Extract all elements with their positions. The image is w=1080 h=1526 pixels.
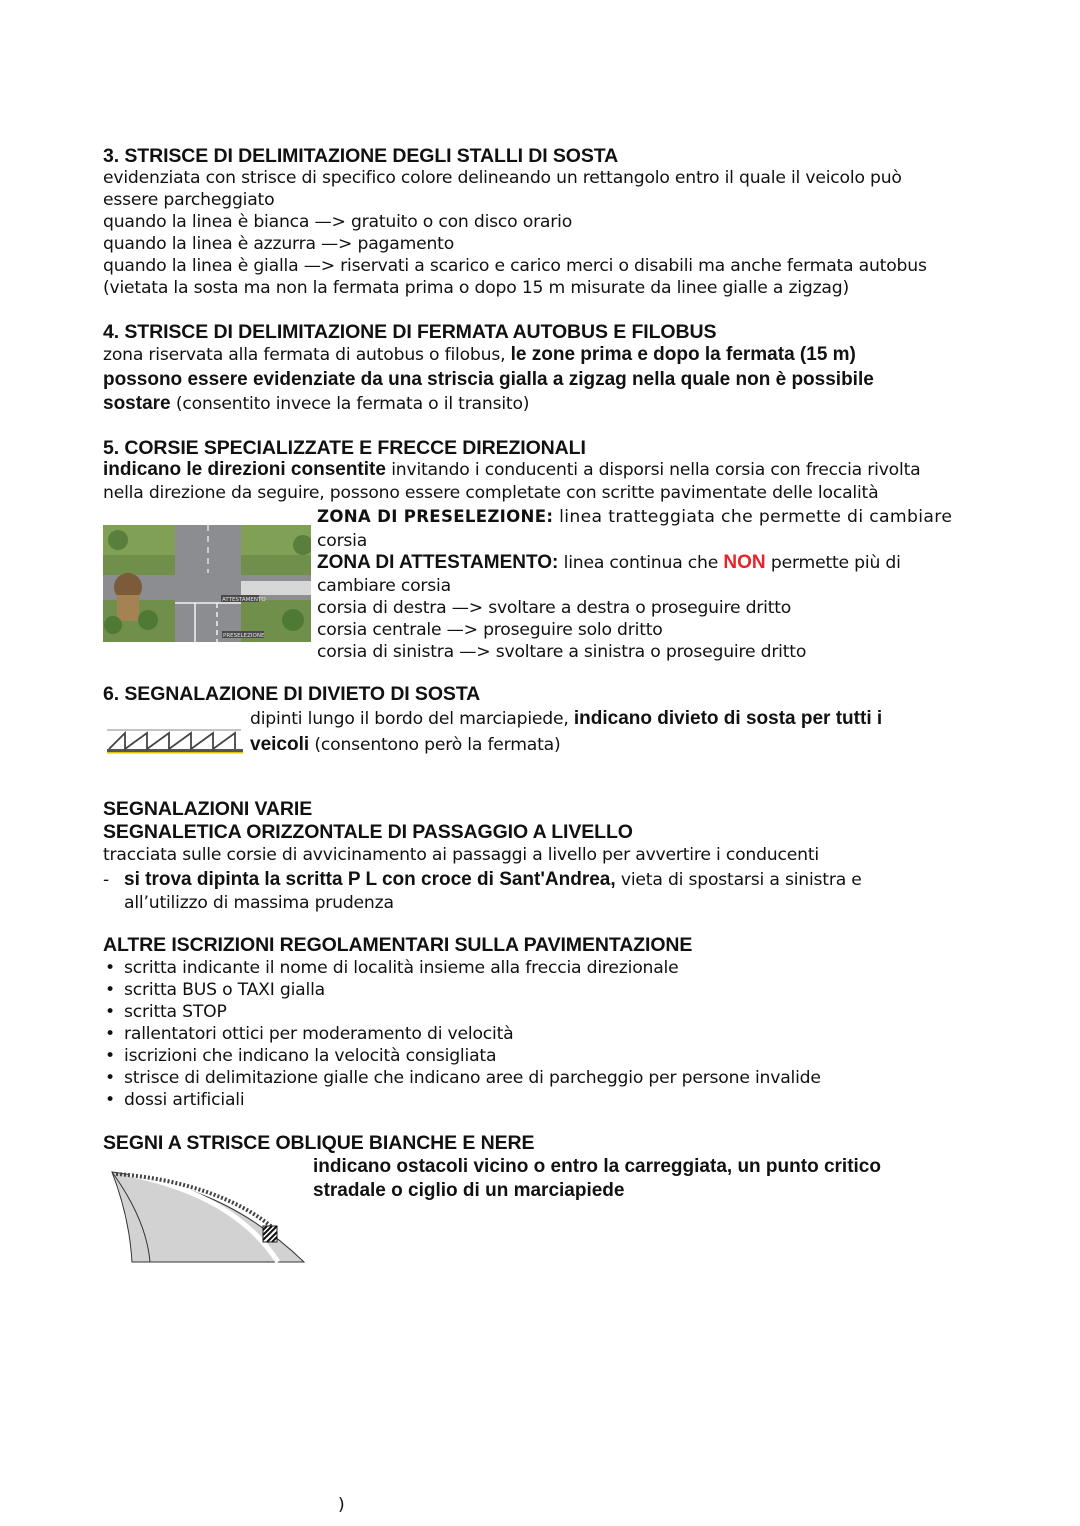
zona-attestamento-text: cambiare corsia — [317, 576, 451, 596]
lane-zones-image — [103, 525, 311, 642]
section-3-line: quando la linea è bianca —> gratuito o con disco orario — [103, 212, 573, 232]
passaggio-livello-bold: si trova dipinta la scritta P L con croce di Sant'Andrea, — [124, 869, 616, 890]
lane-zones-text — [317, 506, 987, 663]
section-6-bold: veicoli — [250, 734, 310, 755]
section-3-title: 3. STRISCE DI DELIMITAZIONE DEGLI STALLI DI SOSTA — [103, 145, 619, 167]
curve-road-icon — [108, 1168, 308, 1266]
list-item: • scritta STOP — [105, 1002, 227, 1022]
section-5 — [103, 437, 983, 504]
corsia-sinistra: corsia di sinistra —> svoltare a sinistra o proseguire dritto — [317, 642, 807, 662]
altre-iscrizioni-list — [103, 957, 821, 1111]
section-3-line: (vietata la sosta ma non la fermata prima o dopo 15 m misurate da linee gialle a zigzag) — [103, 278, 849, 298]
section-5-bold: indicano le direzioni consentite — [103, 459, 386, 480]
passaggio-livello-text: tracciata sulle corsie di avvicinamento ai passaggi a livello per avvertire i conducenti — [103, 845, 819, 865]
zona-preselezione-label: ZONA DI PRESELEZIONE: — [317, 507, 554, 526]
segnalazioni-varie — [103, 798, 983, 866]
section-3-line: quando la linea è azzurra —> pagamento — [103, 234, 455, 254]
section-4 — [103, 321, 983, 417]
section-4-bold: sostare — [103, 393, 171, 414]
section-3-line: essere parcheggiato — [103, 190, 275, 210]
section-5-line: nella direzione da seguire, possono essere completate con scritte pavimentate delle località — [103, 483, 879, 503]
passaggio-livello-title: SEGNALETICA ORIZZONTALE DI PASSAGGIO A LIVELLO — [103, 821, 633, 843]
section-5-title: 5. CORSIE SPECIALIZZATE E FRECCE DIREZIONALI — [103, 437, 586, 459]
section-5-text: invitando i conducenti a disporsi nella corsia con freccia rivolta — [385, 460, 921, 480]
attestamento-label: ATTESTAMENTO — [222, 597, 266, 603]
list-item: • scritta indicante il nome di località insieme alla freccia direzionale — [105, 958, 679, 978]
section-6-text — [250, 706, 950, 758]
footer-mark: ) — [338, 1495, 345, 1515]
list-item: • scritta BUS o TAXI gialla — [105, 980, 325, 1000]
strisce-oblique-line: indicano ostacoli vicino o entro la carreggiata, un punto critico — [313, 1156, 881, 1177]
strisce-oblique-line: stradale o ciglio di un marciapiede — [313, 1180, 625, 1201]
section-3-line: quando la linea è gialla —> riservati a scarico e carico merci o disabili ma anche fermata autobus — [103, 256, 927, 276]
altre-iscrizioni — [103, 934, 983, 956]
zona-attestamento-text: permette più di — [765, 552, 901, 573]
strisce-oblique — [103, 1132, 983, 1154]
strisce-oblique-title: SEGNI A STRISCE OBLIQUE BIANCHE E NERE — [103, 1132, 535, 1154]
section-6-text-line: dipinti lungo il bordo del marciapiede, — [250, 709, 574, 729]
zona-attestamento-text: linea continua che — [558, 552, 724, 573]
corsia-destra: corsia di destra —> svoltare a destra o proseguire dritto — [317, 598, 792, 618]
list-item: • iscrizioni che indicano la velocità consigliata — [105, 1046, 497, 1066]
section-3-line: evidenziata con strisce di specifico colore delineando un rettangolo entro il quale il veicolo può — [103, 168, 902, 188]
zona-attestamento-label: ZONA DI ATTESTAMENTO: — [317, 551, 559, 573]
section-4-bold: possono essere evidenziate da una striscia gialla a zigzag nella quale non è possibile — [103, 368, 874, 390]
section-4-text: zona riservata alla fermata di autobus o filobus, — [103, 345, 511, 365]
list-item: • dossi artificiali — [105, 1090, 245, 1110]
dash-bullet: - — [103, 870, 110, 890]
road-illustration — [103, 525, 311, 642]
section-6-title: 6. SEGNALAZIONE DI DIVIETO DI SOSTA — [103, 683, 481, 705]
corsia-centrale: corsia centrale —> proseguire solo dritto — [317, 620, 663, 640]
section-4-bold: le zone prima e dopo la fermata (15 m) — [510, 344, 856, 365]
passaggio-livello-text: vieta di spostarsi a sinistra e — [615, 870, 862, 890]
strisce-oblique-text — [313, 1155, 973, 1203]
preselezione-label: PRESELEZIONE — [223, 633, 265, 639]
segnalazioni-varie-title: SEGNALAZIONI VARIE — [103, 798, 313, 820]
list-item: • rallentatori ottici per moderamento di velocità — [105, 1024, 514, 1044]
section-6-bold: indicano divieto di sosta per tutti i — [573, 708, 883, 729]
non-highlight: NON — [723, 551, 766, 573]
section-6 — [103, 683, 983, 705]
section-6-text-line: (consentono però la fermata) — [309, 735, 561, 755]
altre-iscrizioni-title: ALTRE ISCRIZIONI REGOLAMENTARI SULLA PAVIMENTAZIONE — [103, 934, 693, 956]
passaggio-livello-item — [103, 869, 983, 914]
passaggio-livello-text: all’utilizzo di massima prudenza — [124, 893, 394, 913]
section-4-title: 4. STRISCE DI DELIMITAZIONE DI FERMATA AUTOBUS E FILOBUS — [103, 321, 717, 343]
section-3 — [103, 145, 983, 299]
zona-preselezione-text: corsia — [317, 530, 368, 551]
list-item: • strisce di delimitazione gialle che indicano aree di parcheggio per persone invalide — [105, 1068, 821, 1088]
section-4-text: (consentito invece la fermata o il transito) — [170, 394, 530, 414]
zigzag-icon — [103, 721, 245, 759]
zona-preselezione-text: linea tratteggiata che permette di cambiare — [553, 507, 953, 527]
